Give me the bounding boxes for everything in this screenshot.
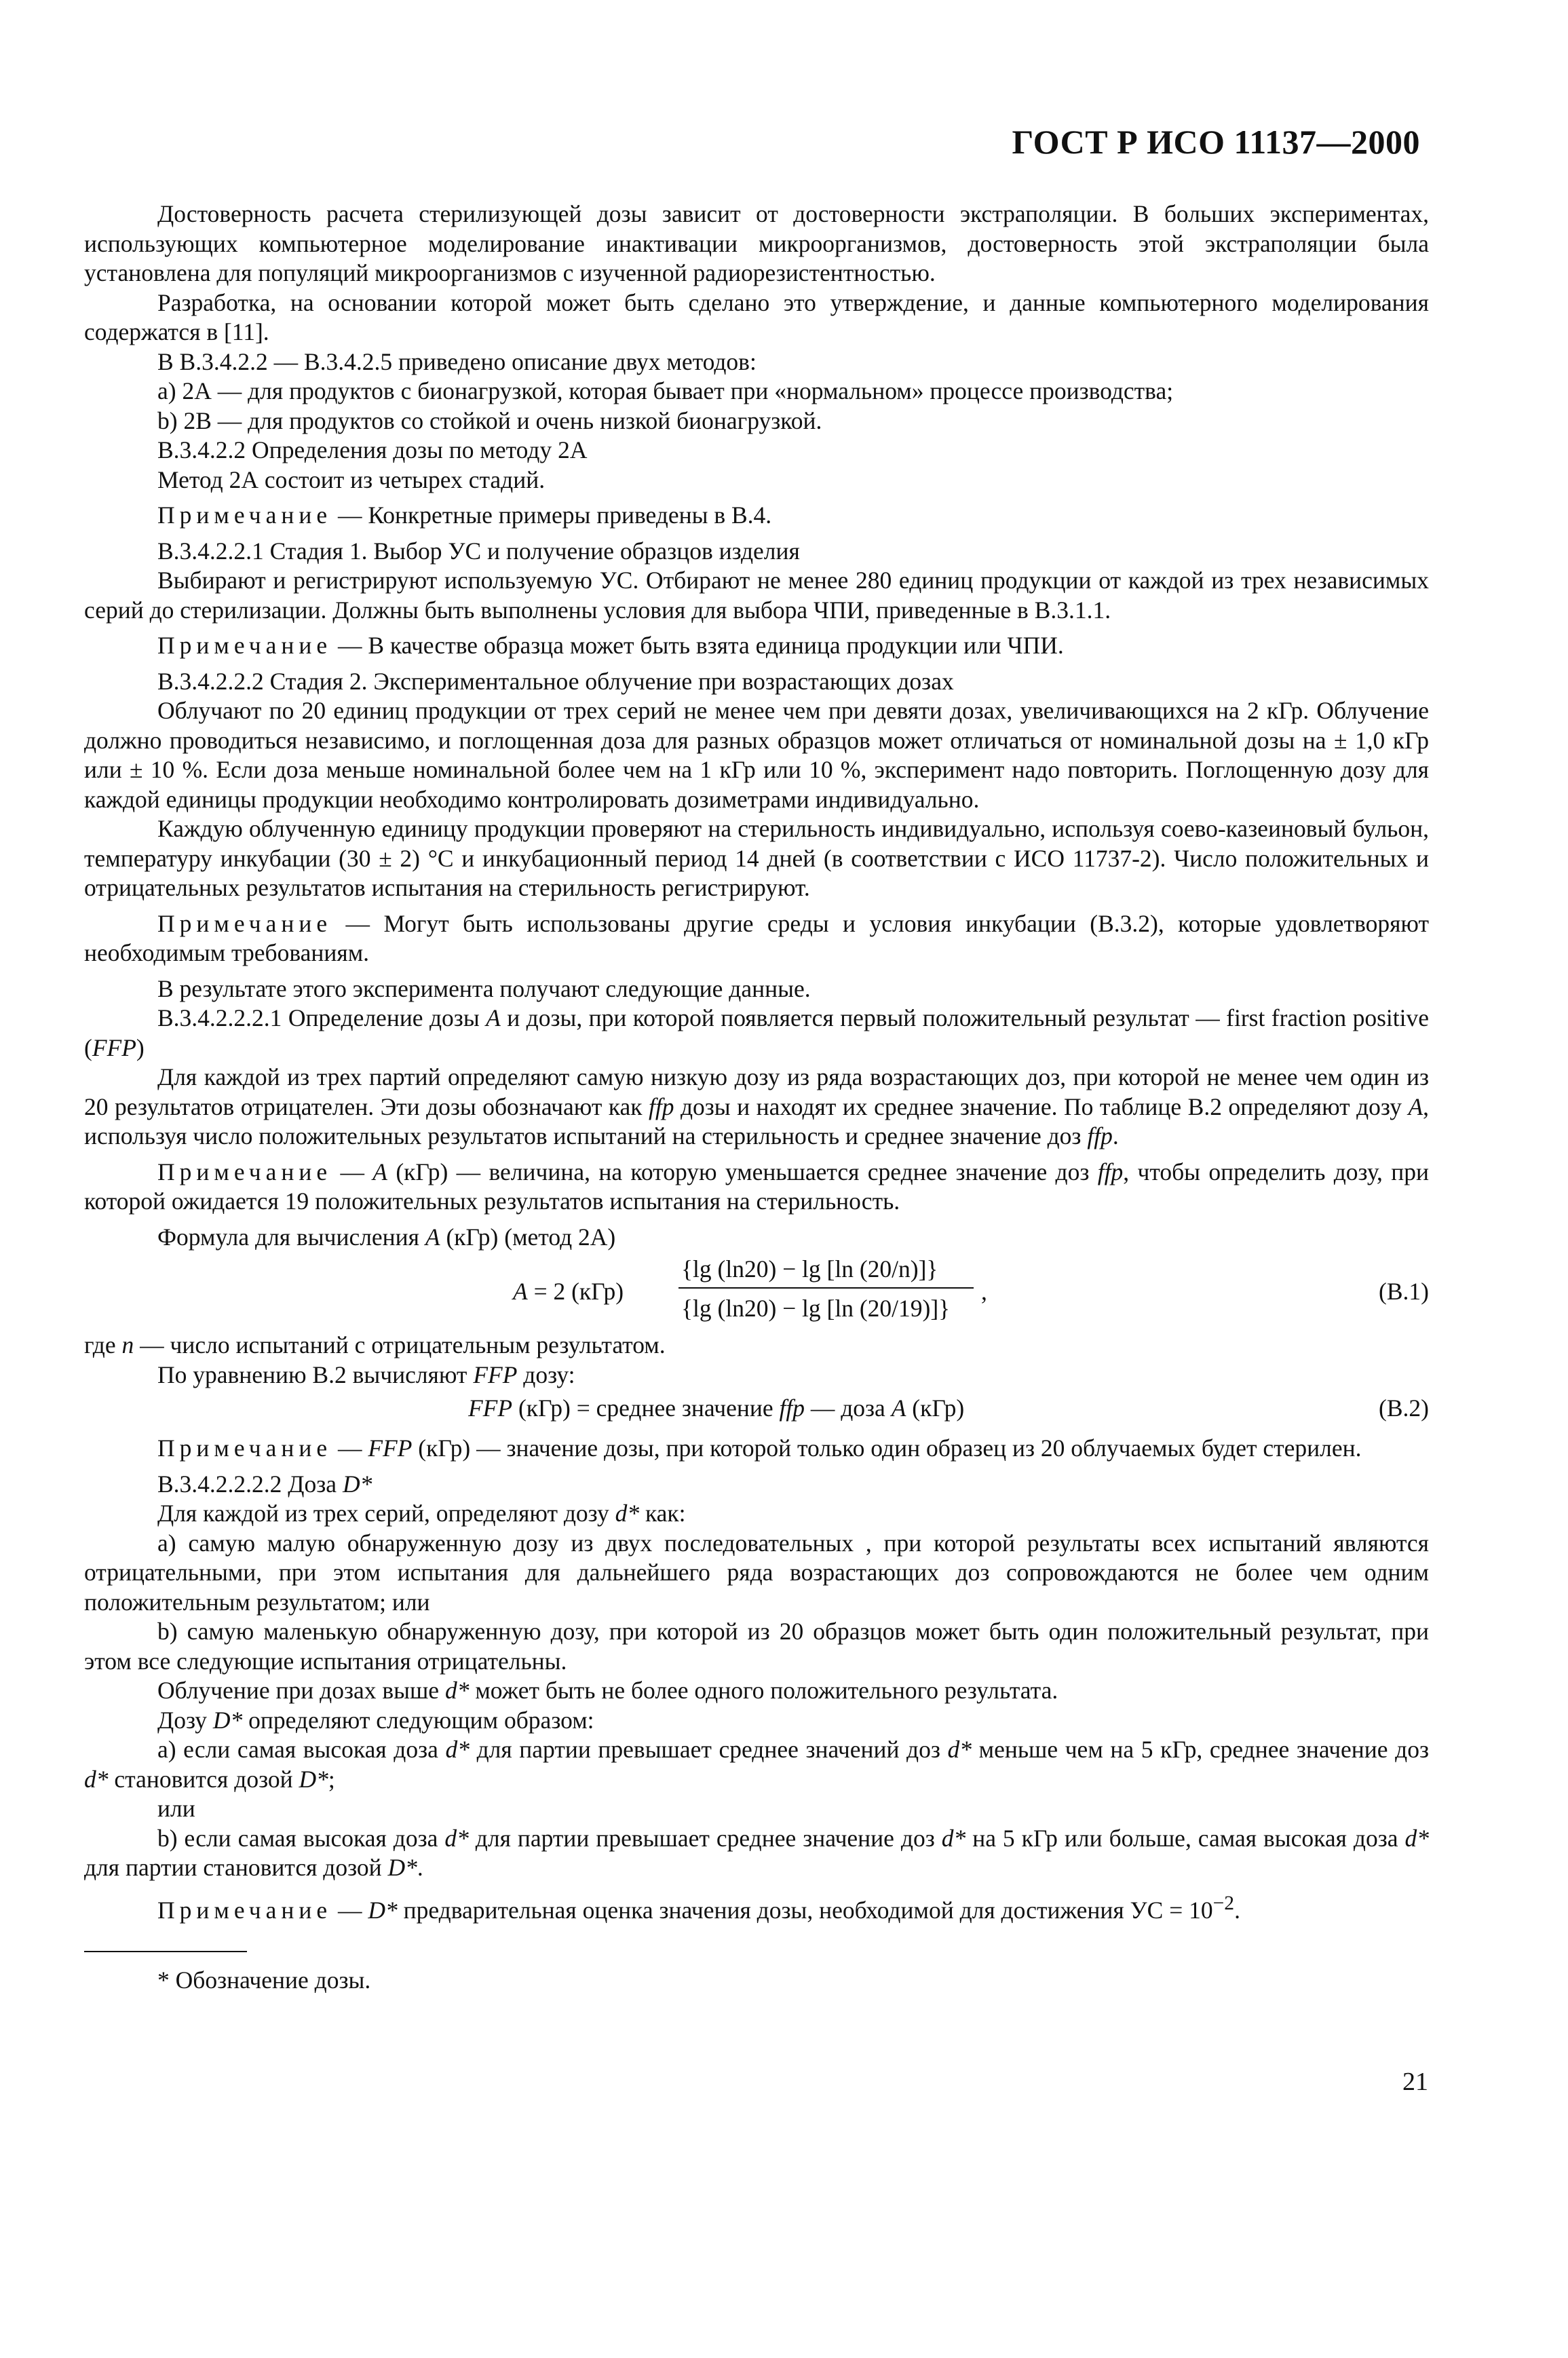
section-heading (84, 1004, 1429, 1063)
document-header: ГОСТ Р ИСО 11137—2000 (1012, 123, 1420, 161)
text-run: предварительная оценка значения дозы, необходимой для достижения УС = 10 (397, 1896, 1213, 1924)
page-number: 21 (1402, 2068, 1428, 2096)
formula-denominator: {lg (ln20) − lg [ln (20/19)]} (681, 1295, 951, 1322)
text-run: Формула для вычисления (157, 1223, 425, 1251)
text-run: (кГр) — значение дозы, при которой только один образец из 20 облучаемых будет стерилен. (412, 1434, 1362, 1462)
text-run: (кГр) (906, 1394, 965, 1422)
math-var: FFP (468, 1394, 513, 1422)
text-run: Облучение при дозах выше (157, 1677, 445, 1704)
text-run: для партии становится дозой (84, 1854, 388, 1881)
paragraph: В результате этого эксперимента получают следующие данные. (157, 974, 811, 1002)
math-var: A (513, 1278, 528, 1305)
paragraph: Выбирают и регистрируют используемую УС. Отбирают не менее 280 единиц продукции от каждой из трех независимых серий до стерилизации. Должны быть выполнены условия для выбора ЧПИ, приведенные в В.3.1.1. (84, 567, 1429, 624)
section-heading: В.3.4.2.2 Определения дозы по методу 2А (157, 436, 588, 463)
formula-b1 (84, 1255, 1429, 1329)
math-var: FFP (473, 1361, 518, 1388)
math-var: FFP (368, 1434, 413, 1462)
text-run: . (1234, 1896, 1240, 1924)
text-run: В.3.4.2.2.2.1 Определение дозы (157, 1004, 486, 1031)
math-var: ffp (779, 1394, 805, 1422)
list-item: b) 2В — для продуктов со стойкой и очень низкой бионагрузкой. (157, 406, 822, 434)
text-run: Для каждой из трех серий, определяют дозу (157, 1500, 615, 1527)
list-item (84, 1824, 1429, 1883)
text-run: — (332, 1158, 373, 1185)
text-run: и дозы, при которой появляется первый положительный результат — first fraction positive ( (84, 1004, 1429, 1061)
text-run: дозы и находят их среднее значение. По таблице В.2 определяют дозу (674, 1092, 1409, 1120)
math-var: d* (444, 1824, 469, 1852)
list-item: а) самую малую обнаруженную дозу из двух последовательных , при которой результаты всех испытаний являются отрицательными, при этом испытания для дальнейшего ряда возрастающих доз сопровождаются не более чем одним положительным результатом; или (84, 1529, 1429, 1616)
math-var: D* (387, 1854, 417, 1881)
text-run: В.3.4.2.2.2.2 Доза (157, 1470, 343, 1498)
formula-body (468, 1394, 964, 1424)
text-run: ; (328, 1765, 335, 1793)
math-var: A (486, 1004, 501, 1031)
note-label: Примечание (157, 501, 332, 529)
note-label: Примечание (157, 1158, 332, 1185)
note (84, 1158, 1429, 1217)
paragraph: Каждую облученную единицу продукции проверяют на стерильность индивидуально, используя соево-казеиновый бульон, температуру инкубации (30 ± 2) °С и инкубационный период 14 дней (в соответствии с ИСО 11737-2). Число положительных и отрицательных результатов испытания на стерильность регистрируют. (84, 815, 1429, 901)
note-label: Примечание (157, 909, 332, 937)
formula-lhs (513, 1277, 624, 1307)
note-label: Примечание (157, 632, 332, 659)
note-label: Примечание (157, 1896, 332, 1924)
paragraph: Облучают по 20 единиц продукции от трех серий не менее чем при девяти дозах, увеличивающихся на 2 кГр. Облучение должно проводиться независимо, и поглощенная доза для разных образцов может отличаться от номинальной дозы на ± 1,0 кГр или ± 10 %. Если доза меньше номинальной более чем на 1 кГр или 10 %, эксперимент надо повторить. Поглощенную дозу для каждой единицы продукции необходимо контролировать дозиметрами индивидуально. (84, 697, 1429, 813)
text-run: как: (639, 1500, 686, 1527)
math-var: A (425, 1223, 440, 1251)
superscript: −2 (1212, 1892, 1235, 1914)
note (84, 1889, 1429, 1925)
text-run: (кГр) (метод 2А) (440, 1223, 616, 1251)
footnote-separator (84, 1951, 247, 1952)
fraction-bar (678, 1287, 974, 1289)
paragraph (84, 1706, 1429, 1736)
note-text: — Могут быть использованы другие среды и условия инкубации (В.3.2), которые удовлетворяют необходимым требованиям. (84, 909, 1429, 966)
paragraph (84, 1331, 1429, 1361)
paragraph (84, 1223, 1429, 1253)
formula-comma: , (981, 1278, 987, 1305)
note (84, 631, 1429, 661)
math-var: A (891, 1394, 906, 1422)
text-run: Дозу (157, 1706, 213, 1734)
math-var: ffp (1087, 1122, 1113, 1149)
list-item: а) 2А — для продуктов с бионагрузкой, которая бывает при «нормальном» процессе производства; (157, 377, 1174, 404)
math-var: FFP (92, 1033, 136, 1061)
math-var: ffp (1097, 1158, 1124, 1185)
main-text (84, 199, 1429, 1995)
paragraph: В В.3.4.2.2 — В.3.4.2.5 приведено описание двух методов: (157, 347, 757, 375)
text-run: ) (136, 1033, 145, 1061)
math-var: d* (445, 1736, 470, 1763)
note-text: — Конкретные примеры приведены в В.4. (332, 501, 772, 529)
math-var: n (121, 1331, 134, 1358)
math-var: d* (444, 1677, 470, 1704)
footnote: * Обозначение дозы. (157, 1966, 371, 1994)
text-run: . (1112, 1122, 1119, 1149)
equation-number: (В.1) (1379, 1278, 1429, 1305)
formula-b2 (84, 1390, 1429, 1428)
text-run: , чтобы определить дозу, при которой ожидается 19 положительных результатов испытания на стерильность. (84, 1158, 1430, 1215)
note (84, 501, 1429, 531)
text-run: По уравнению В.2 вычисляют (157, 1361, 474, 1388)
text-run: определяют следующим образом: (242, 1706, 594, 1734)
text-run: на 5 кГр или больше, самая высокая доза (965, 1824, 1405, 1852)
text-run: . (417, 1854, 423, 1881)
math-var: D* (212, 1706, 243, 1734)
note (84, 1434, 1429, 1464)
text-run: Для каждой из трех партий определяют самую низкую дозу из ряда возрастающих доз, при которой не менее чем один из 20 результатов отрицателен. Эти дозы обозначают как (84, 1063, 1429, 1120)
text-run: меньше чем на 5 кГр, среднее значение доз (972, 1736, 1429, 1763)
text-run: а) если самая высокая доза (157, 1736, 446, 1763)
section-heading: В.3.4.2.2.1 Стадия 1. Выбор УС и получение образцов изделия (157, 537, 800, 565)
text-run: становится дозой (108, 1765, 299, 1793)
note-text: — В качестве образца может быть взята единица продукции или ЧПИ. (332, 632, 1064, 659)
math-var: d* (615, 1500, 640, 1527)
paragraph: или (157, 1795, 195, 1822)
paragraph (84, 1361, 1429, 1390)
text-run: где (84, 1331, 122, 1358)
text-run: = 2 (кГр) (527, 1278, 624, 1305)
section-heading (84, 1470, 1429, 1500)
paragraph: Метод 2А состоит из четырех стадий. (157, 465, 546, 493)
text-run: , используя число положительных результатов испытаний на стерильность и среднее значение доз (84, 1092, 1429, 1149)
paragraph (84, 1676, 1429, 1706)
equation-number: (В.2) (1379, 1394, 1429, 1422)
text-run: (кГр) — величина, на которую уменьшается среднее значение доз (387, 1158, 1098, 1185)
text-run: — доза (804, 1394, 892, 1422)
math-var: D* (299, 1765, 328, 1793)
text-run: — число испытаний с отрицательным результатом. (134, 1331, 666, 1358)
text-run: для партии превышает среднее значение доз (468, 1824, 942, 1852)
math-var: A (1408, 1092, 1423, 1120)
text-run: — (332, 1434, 368, 1462)
paragraph (84, 1063, 1429, 1152)
text-run: (кГр) = среднее значение (512, 1394, 780, 1422)
text-run: может быть не более одного положительного результата. (469, 1677, 1058, 1704)
math-var: A (372, 1158, 387, 1185)
math-var: D* (342, 1470, 372, 1498)
note-label: Примечание (157, 1434, 332, 1462)
text-run: дозу: (517, 1361, 575, 1388)
text-run: — (332, 1896, 368, 1924)
math-var: d* (947, 1736, 972, 1763)
paragraph: Достоверность расчета стерилизующей дозы зависит от достоверности экстраполяции. В больших экспериментах, использующих компьютерное моделирование инактивации микроорганизмов, достоверность этой экстраполяции была установлена для популяций микроорганизмов с изученной радиорезистентностью. (84, 200, 1429, 286)
list-item (84, 1735, 1429, 1794)
math-var: d* (1404, 1824, 1429, 1852)
text-run: b) если самая высокая доза (157, 1824, 445, 1852)
paragraph: Разработка, на основании которой может быть сделано это утверждение, и данные компьютерного моделирования содержатся в [11]. (84, 288, 1429, 345)
text-run: для партии превышает среднее значений доз (469, 1736, 948, 1763)
list-item: b) самую маленькую обнаруженную дозу, при которой из 20 образцов может быть один положительный результат, при этом все следующие испытания отрицательны. (84, 1618, 1429, 1675)
math-var: ffp (649, 1092, 674, 1120)
math-var: D* (368, 1896, 398, 1924)
formula-numerator: {lg (ln20) − lg [ln (20/n)]} (681, 1255, 938, 1282)
paragraph (84, 1499, 1429, 1529)
section-heading: В.3.4.2.2.2 Стадия 2. Экспериментальное облучение при возрастающих дозах (157, 667, 954, 695)
note (84, 909, 1429, 968)
math-var: d* (941, 1824, 966, 1852)
math-var: d* (84, 1765, 109, 1793)
